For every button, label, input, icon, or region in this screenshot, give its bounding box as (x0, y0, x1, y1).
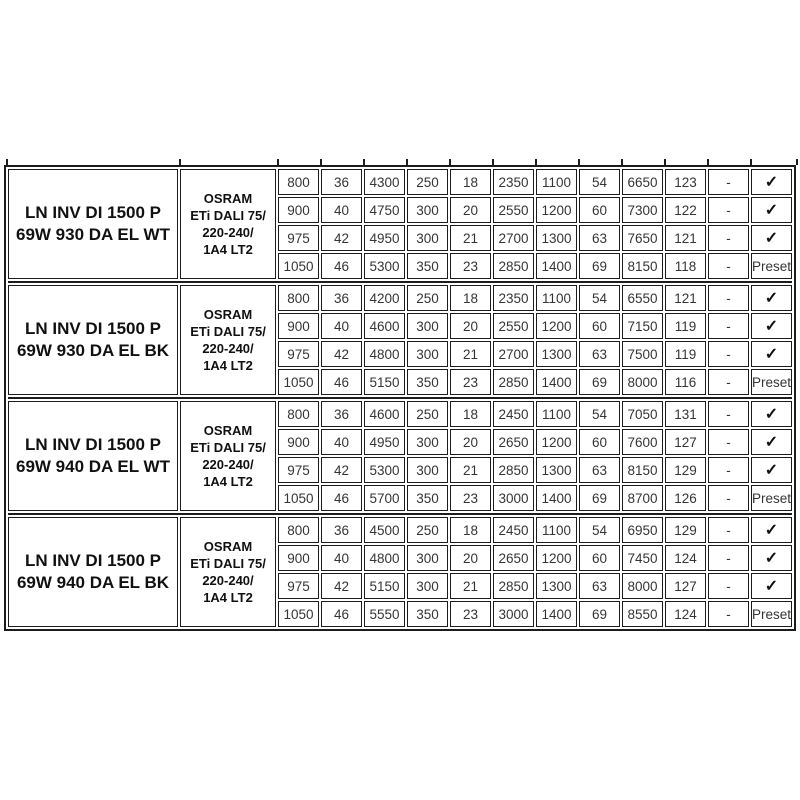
value-cell: 118 (665, 253, 706, 279)
value-cell: 4300 (364, 169, 405, 195)
value-cell: 1400 (536, 485, 577, 511)
value-cell: 1050 (278, 369, 319, 395)
value-cell: 1300 (536, 341, 577, 367)
value-cell: 900 (278, 429, 319, 455)
value-cell: 2650 (493, 545, 534, 571)
value-cell: 129 (665, 457, 706, 483)
value-cell: 4800 (364, 545, 405, 571)
value-cell: 350 (407, 253, 448, 279)
value-cell: 63 (579, 457, 620, 483)
spec-table-body (8, 169, 792, 627)
group-separator-line (8, 281, 792, 283)
value-cell: 121 (665, 225, 706, 251)
value-cell: 54 (579, 169, 620, 195)
value-cell: 8000 (622, 573, 663, 599)
value-cell: 69 (579, 601, 620, 627)
column-boundary-tick (621, 159, 623, 165)
value-cell: 4600 (364, 313, 405, 339)
value-cell: 21 (450, 573, 491, 599)
value-cell: 6650 (622, 169, 663, 195)
value-cell: 127 (665, 429, 706, 455)
product-name: LN INV DI 1500 P 69W 930 DA EL BK (8, 285, 178, 395)
value-cell: 250 (407, 169, 448, 195)
value-cell: 42 (321, 225, 362, 251)
value-cell: 350 (407, 485, 448, 511)
value-cell: 7300 (622, 197, 663, 223)
value-cell: 8550 (622, 601, 663, 627)
column-boundary-tick (535, 159, 537, 165)
table-row (8, 401, 792, 427)
value-cell: - (708, 197, 749, 223)
value-cell: 42 (321, 573, 362, 599)
column-boundary-tick (449, 159, 451, 165)
value-cell: 2550 (493, 197, 534, 223)
value-cell: 5300 (364, 253, 405, 279)
table-row (8, 285, 792, 311)
check-icon: ✓ (751, 457, 792, 483)
value-cell: 54 (579, 401, 620, 427)
value-cell: 975 (278, 457, 319, 483)
value-cell: 20 (450, 197, 491, 223)
value-cell: 18 (450, 169, 491, 195)
value-cell: 1100 (536, 401, 577, 427)
value-cell: 36 (321, 169, 362, 195)
value-cell: 4800 (364, 341, 405, 367)
value-cell: 2850 (493, 573, 534, 599)
value-cell: 1400 (536, 601, 577, 627)
value-cell: 1300 (536, 573, 577, 599)
value-cell: 23 (450, 485, 491, 511)
value-cell: 3000 (493, 485, 534, 511)
value-cell: 124 (665, 545, 706, 571)
check-icon: ✓ (751, 401, 792, 427)
value-cell: 1400 (536, 369, 577, 395)
value-cell: 7150 (622, 313, 663, 339)
value-cell: 300 (407, 457, 448, 483)
value-cell: 69 (579, 369, 620, 395)
value-cell: 1050 (278, 253, 319, 279)
group-separator (8, 397, 792, 399)
value-cell: 1050 (278, 485, 319, 511)
check-icon: ✓ (751, 341, 792, 367)
value-cell: 8150 (622, 253, 663, 279)
value-cell: 63 (579, 225, 620, 251)
value-cell: 119 (665, 313, 706, 339)
value-cell: 2850 (493, 369, 534, 395)
value-cell: - (708, 517, 749, 543)
value-cell: 40 (321, 313, 362, 339)
value-cell: 4200 (364, 285, 405, 311)
value-cell: 300 (407, 429, 448, 455)
column-boundary-tick (796, 159, 798, 165)
value-cell: - (708, 601, 749, 627)
value-cell: 8000 (622, 369, 663, 395)
value-cell: 18 (450, 401, 491, 427)
value-cell: 300 (407, 573, 448, 599)
value-cell: 1200 (536, 313, 577, 339)
value-cell: 7050 (622, 401, 663, 427)
value-cell: 123 (665, 169, 706, 195)
check-icon: ✓ (751, 169, 792, 195)
group-separator (8, 513, 792, 515)
value-cell: 1100 (536, 517, 577, 543)
value-cell: 21 (450, 457, 491, 483)
value-cell: - (708, 169, 749, 195)
value-cell: 900 (278, 545, 319, 571)
value-cell: 7500 (622, 341, 663, 367)
group-separator (8, 281, 792, 283)
value-cell: 5550 (364, 601, 405, 627)
value-cell: 300 (407, 545, 448, 571)
value-cell: 2550 (493, 313, 534, 339)
value-cell: 69 (579, 253, 620, 279)
value-cell: 7650 (622, 225, 663, 251)
value-cell: - (708, 401, 749, 427)
value-cell: - (708, 253, 749, 279)
value-cell: - (708, 225, 749, 251)
driver-name: OSRAM ETi DALI 75/ 220-240/ 1A4 LT2 (180, 517, 276, 627)
value-cell: Preset (751, 369, 792, 395)
value-cell: 2650 (493, 429, 534, 455)
value-cell: 36 (321, 285, 362, 311)
value-cell: 21 (450, 341, 491, 367)
group-separator-line (8, 397, 792, 399)
value-cell: 60 (579, 545, 620, 571)
value-cell: 5300 (364, 457, 405, 483)
value-cell: 54 (579, 285, 620, 311)
value-cell: 2700 (493, 225, 534, 251)
value-cell: 46 (321, 253, 362, 279)
value-cell: - (708, 429, 749, 455)
value-cell: - (708, 545, 749, 571)
value-cell: 4500 (364, 517, 405, 543)
value-cell: 1400 (536, 253, 577, 279)
column-boundary-tick (750, 159, 752, 165)
value-cell: 8700 (622, 485, 663, 511)
value-cell: 60 (579, 429, 620, 455)
product-name: LN INV DI 1500 P 69W 940 DA EL BK (8, 517, 178, 627)
value-cell: 36 (321, 401, 362, 427)
value-cell: 40 (321, 429, 362, 455)
value-cell: 300 (407, 225, 448, 251)
value-cell: 1200 (536, 545, 577, 571)
product-spec-table (6, 167, 794, 629)
driver-name: OSRAM ETi DALI 75/ 220-240/ 1A4 LT2 (180, 285, 276, 395)
value-cell: 21 (450, 225, 491, 251)
value-cell: 1200 (536, 197, 577, 223)
product-name: LN INV DI 1500 P 69W 930 DA EL WT (8, 169, 178, 279)
value-cell: 800 (278, 517, 319, 543)
value-cell: 800 (278, 285, 319, 311)
value-cell: Preset (751, 485, 792, 511)
value-cell: - (708, 285, 749, 311)
value-cell: 36 (321, 517, 362, 543)
column-boundary-tick (277, 159, 279, 165)
value-cell: 42 (321, 457, 362, 483)
value-cell: 131 (665, 401, 706, 427)
value-cell: Preset (751, 253, 792, 279)
value-cell: 900 (278, 313, 319, 339)
value-cell: 2450 (493, 401, 534, 427)
value-cell: 129 (665, 517, 706, 543)
driver-name: OSRAM ETi DALI 75/ 220-240/ 1A4 LT2 (180, 169, 276, 279)
group-separator-line (8, 513, 792, 515)
value-cell: 2850 (493, 457, 534, 483)
value-cell: 2850 (493, 253, 534, 279)
value-cell: 300 (407, 197, 448, 223)
value-cell: 250 (407, 285, 448, 311)
spec-table (4, 165, 796, 631)
driver-name: OSRAM ETi DALI 75/ 220-240/ 1A4 LT2 (180, 401, 276, 511)
table-row (8, 169, 792, 195)
value-cell: 975 (278, 573, 319, 599)
value-cell: 69 (579, 485, 620, 511)
value-cell: 2450 (493, 517, 534, 543)
value-cell: 20 (450, 429, 491, 455)
value-cell: 20 (450, 545, 491, 571)
column-boundary-tick (320, 159, 322, 165)
value-cell: 250 (407, 517, 448, 543)
column-boundary-tick (492, 159, 494, 165)
value-cell: 1050 (278, 601, 319, 627)
value-cell: 20 (450, 313, 491, 339)
value-cell: 40 (321, 197, 362, 223)
value-cell: 18 (450, 517, 491, 543)
value-cell: 2350 (493, 285, 534, 311)
value-cell: 60 (579, 313, 620, 339)
column-boundary-tick (707, 159, 709, 165)
check-icon: ✓ (751, 429, 792, 455)
value-cell: 5150 (364, 573, 405, 599)
value-cell: 8150 (622, 457, 663, 483)
check-icon: ✓ (751, 313, 792, 339)
column-boundary-tick (6, 159, 8, 165)
value-cell: 40 (321, 545, 362, 571)
value-cell: 900 (278, 197, 319, 223)
check-icon: ✓ (751, 517, 792, 543)
check-icon: ✓ (751, 225, 792, 251)
value-cell: - (708, 369, 749, 395)
value-cell: 126 (665, 485, 706, 511)
value-cell: 1200 (536, 429, 577, 455)
value-cell: 23 (450, 601, 491, 627)
check-icon: ✓ (751, 197, 792, 223)
value-cell: 121 (665, 285, 706, 311)
value-cell: 800 (278, 401, 319, 427)
value-cell: 1300 (536, 457, 577, 483)
value-cell: 127 (665, 573, 706, 599)
check-icon: ✓ (751, 545, 792, 571)
value-cell: 42 (321, 341, 362, 367)
check-icon: ✓ (751, 573, 792, 599)
value-cell: Preset (751, 601, 792, 627)
product-name: LN INV DI 1500 P 69W 940 DA EL WT (8, 401, 178, 511)
value-cell: 46 (321, 369, 362, 395)
value-cell: 1100 (536, 169, 577, 195)
column-boundary-tick (578, 159, 580, 165)
value-cell: - (708, 457, 749, 483)
value-cell: 4750 (364, 197, 405, 223)
value-cell: 3000 (493, 601, 534, 627)
column-boundary-tick (179, 159, 181, 165)
column-boundary-tick (363, 159, 365, 165)
value-cell: 4950 (364, 429, 405, 455)
value-cell: 350 (407, 369, 448, 395)
value-cell: 4950 (364, 225, 405, 251)
value-cell: 124 (665, 601, 706, 627)
value-cell: 300 (407, 341, 448, 367)
value-cell: 975 (278, 341, 319, 367)
value-cell: 23 (450, 369, 491, 395)
value-cell: 122 (665, 197, 706, 223)
value-cell: 800 (278, 169, 319, 195)
value-cell: 1100 (536, 285, 577, 311)
value-cell: 5150 (364, 369, 405, 395)
value-cell: 54 (579, 517, 620, 543)
value-cell: 2700 (493, 341, 534, 367)
value-cell: 46 (321, 485, 362, 511)
value-cell: 119 (665, 341, 706, 367)
value-cell: - (708, 485, 749, 511)
column-boundary-tick (406, 159, 408, 165)
value-cell: - (708, 313, 749, 339)
value-cell: 116 (665, 369, 706, 395)
value-cell: 60 (579, 197, 620, 223)
table-row (8, 517, 792, 543)
value-cell: 63 (579, 573, 620, 599)
value-cell: 2350 (493, 169, 534, 195)
value-cell: 6550 (622, 285, 663, 311)
value-cell: 4600 (364, 401, 405, 427)
check-icon: ✓ (751, 285, 792, 311)
value-cell: 46 (321, 601, 362, 627)
value-cell: 18 (450, 285, 491, 311)
value-cell: 6950 (622, 517, 663, 543)
value-cell: 23 (450, 253, 491, 279)
value-cell: 350 (407, 601, 448, 627)
value-cell: 7600 (622, 429, 663, 455)
value-cell: 7450 (622, 545, 663, 571)
value-cell: 1300 (536, 225, 577, 251)
value-cell: 300 (407, 313, 448, 339)
value-cell: - (708, 341, 749, 367)
value-cell: - (708, 573, 749, 599)
value-cell: 5700 (364, 485, 405, 511)
value-cell: 250 (407, 401, 448, 427)
value-cell: 975 (278, 225, 319, 251)
column-boundary-tick (664, 159, 666, 165)
value-cell: 63 (579, 341, 620, 367)
